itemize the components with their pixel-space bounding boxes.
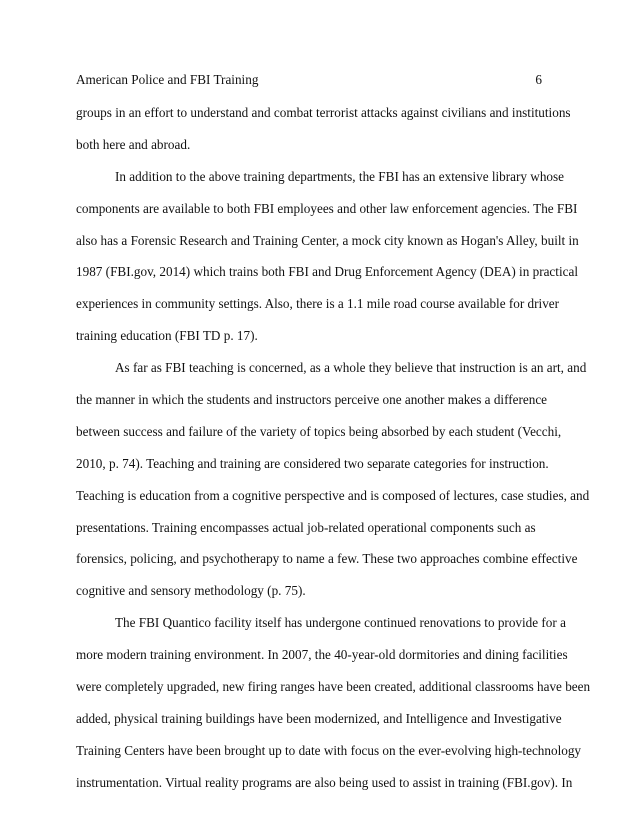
paragraph-first-line: In addition to the above training departments, the FBI has an extensive library whose: [115, 168, 564, 184]
text-line: between success and failure of the variety of topics being absorbed by each student (Vecchi,: [76, 423, 562, 439]
text-line: more modern training environment. In 2007, the 40-year-old dormitories and dining facilities: [76, 647, 568, 663]
text-line: both here and abroad.: [76, 136, 191, 152]
text-line: were completely upgraded, new firing ranges have been created, additional classrooms have been: [76, 679, 591, 695]
text-line: Training Centers have been brought up to date with focus on the ever-evolving high-technology: [76, 742, 582, 758]
text-line: training education (FBI TD p. 17).: [76, 328, 258, 344]
text-line: components are available to both FBI employees and other law enforcement agencies. The FBI: [76, 200, 578, 216]
text-line: experiences in community settings. Also, there is a 1.1 mile road course available for driver: [76, 296, 560, 312]
paragraph-first-line: As far as FBI teaching is concerned, as a whole they believe that instruction is an art, and: [115, 360, 587, 376]
text-line: also has a Forensic Research and Training Center, a mock city known as Hogan's Alley, built in: [76, 232, 579, 248]
paragraph-first-line: The FBI Quantico facility itself has undergone continued renovations to provide for a: [115, 615, 566, 631]
text-line: forensics, policing, and psychotherapy to name a few. These two approaches combine effective: [76, 551, 578, 567]
text-line: 1987 (FBI.gov, 2014) which trains both FBI and Drug Enforcement Agency (DEA) in practical: [76, 264, 578, 280]
text-line: the manner in which the students and instructors perceive one another makes a difference: [76, 392, 548, 408]
page-number: 6: [535, 72, 542, 87]
running-head: American Police and FBI Training: [76, 72, 259, 87]
text-line: groups in an effort to understand and combat terrorist attacks against civilians and institutions: [76, 105, 571, 120]
text-line: 2010, p. 74). Teaching and training are considered two separate categories for instruction.: [76, 455, 549, 471]
text-line: added, physical training buildings have been modernized, and Intelligence and Investigative: [76, 710, 562, 726]
body-text: [76, 103, 591, 805]
text-line: presentations. Training encompasses actual job-related operational components such as: [76, 519, 536, 535]
text-line: instrumentation. Virtual reality programs are also being used to assist in training (FBI.gov). In: [76, 774, 573, 790]
text-line: Teaching is education from a cognitive perspective and is composed of lectures, case studies, and: [76, 487, 590, 503]
text-line: cognitive and sensory methodology (p. 75).: [76, 583, 306, 599]
page-header: [76, 70, 542, 90]
